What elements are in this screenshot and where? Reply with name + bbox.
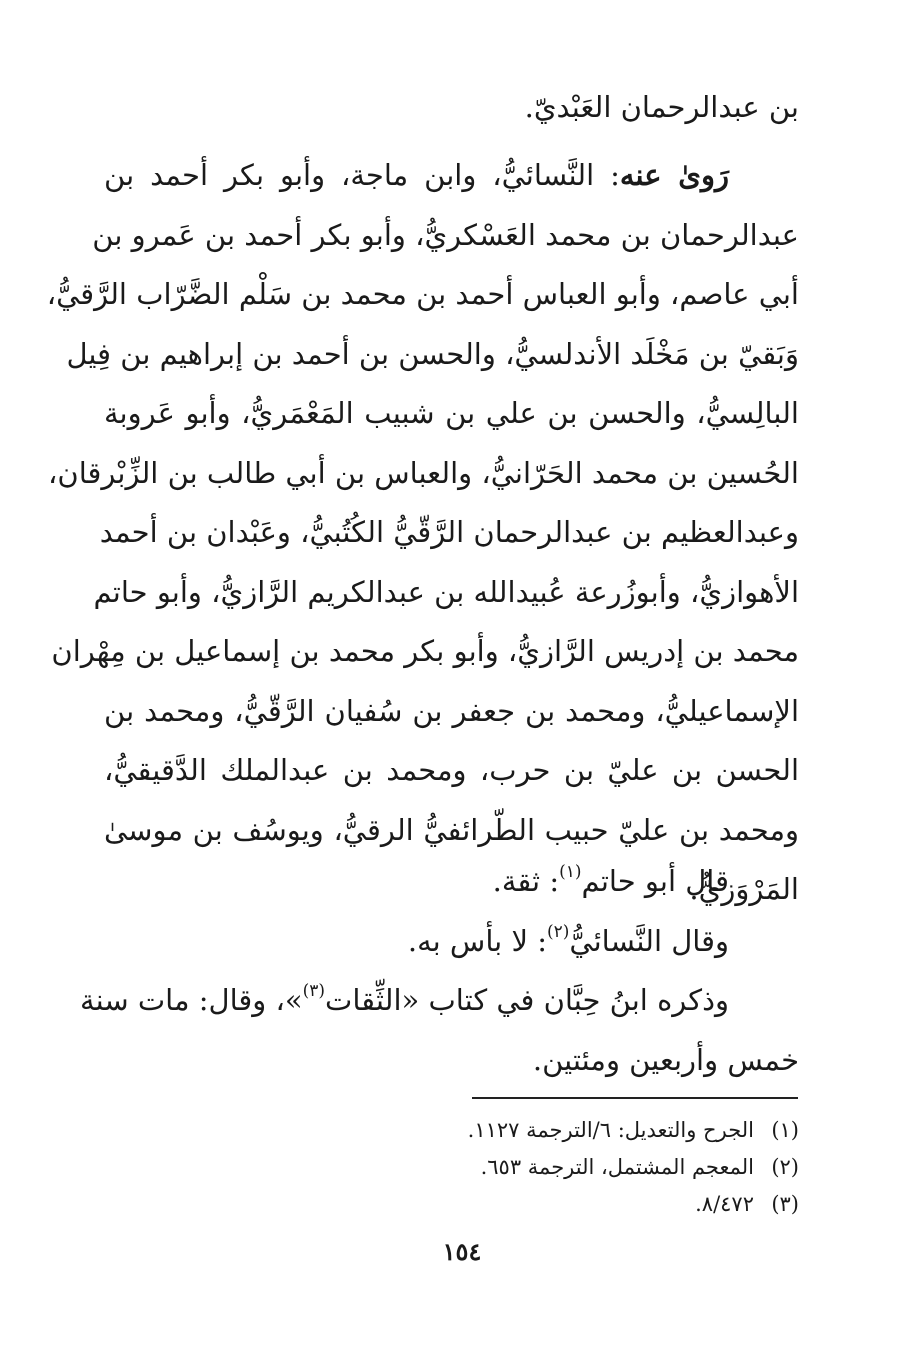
opinions-paragraph bbox=[80, 852, 799, 1090]
footnote-3: (٣)٨/٤٧٢. bbox=[695, 1192, 799, 1216]
text-line-riwaya bbox=[104, 146, 799, 206]
footnotes bbox=[104, 1112, 799, 1223]
text-line-12: الإسماعيليُّ، ومحمد بن جعفر بن سُفيان الرَّقّيُّ، ومحمد بن bbox=[104, 693, 799, 728]
text-line-7: البالِسيُّ، والحسن بن علي بن شبيب المَعْمَريُّ، وأبو عَروبة bbox=[104, 396, 799, 430]
footnote-1: (١)الجرح والتعديل: ٦/الترجمة ١١٢٧. bbox=[467, 1118, 799, 1142]
quote-nasai: وقال النَّسائيُّ$^{(٢)}$: لا بأس به. bbox=[407, 921, 729, 958]
narrators-paragraph bbox=[46, 146, 799, 920]
footnote-ref-3[interactable]: (٣) bbox=[302, 981, 326, 1001]
text-line-6: وَبَقيّ بن مَخْلَد الأندلسيُّ، والحسن بن أحمد بن إبراهيم بن فِيل bbox=[66, 336, 799, 371]
footnote-ref-2[interactable]: (٢) bbox=[546, 921, 570, 942]
text-line-10: الأهوازيُّ، وأبوزُرعة عُبيدالله بن عبدالكريم الرَّازيُّ، وأبو حاتم bbox=[93, 574, 799, 609]
quote-ibn-hibban-cont: خمس وأربعين ومئتين. bbox=[532, 1042, 799, 1077]
quote-ibn-hibban: وذكره ابنُ حِبَّان في كتاب «الثِّقات$^{(٣)}$»، وقال: مات سنة bbox=[80, 981, 729, 1017]
footnote-separator bbox=[472, 1097, 798, 1099]
text-line-15: المَرْوَزيُّ. bbox=[689, 872, 799, 906]
text-line-1: بن عبدالرحمان العَبْديّ. bbox=[524, 90, 799, 124]
text-line-5: أبي عاصم، وأبو العباس أحمد بن محمد بن سَلْم الضَّرّاب الرَّقيُّ، bbox=[46, 277, 799, 311]
footnote-ref-1[interactable]: (١) bbox=[559, 862, 582, 882]
quote-abu-hatim: قال أبو حاتم$^{(١)}$: ثقة. bbox=[492, 862, 729, 898]
footnote-2: (٢)المعجم المشتمل، الترجمة ٦٥٣. bbox=[480, 1155, 799, 1179]
text-line-14: ومحمد بن عليّ حبيب الطّرائفيُّ الرقيُّ، ويوسُف بن موسىٰ bbox=[104, 812, 799, 847]
text-line-9: وعبدالعظيم بن عبدالرحمان الرَّقّيُّ الكُتُبيُّ، وعَبْدان بن أحمد bbox=[99, 515, 799, 549]
page-number: ١٥٤ bbox=[442, 1237, 482, 1266]
biography-text bbox=[104, 78, 799, 138]
text-line-4: عبدالرحمان بن محمد العَسْكريُّ، وأبو بكر أحمد بن عَمرو بن bbox=[92, 217, 799, 252]
text-line-11: محمد بن إدريس الرَّازيُّ، وأبو بكر محمد بن إسماعيل بن مِهْران bbox=[51, 634, 799, 668]
riwaya-label: رَوىٰ عنه bbox=[619, 158, 730, 192]
text-line-13: الحسن بن عليّ بن حرب، ومحمد بن عبدالملك الدَّقيقيُّ، bbox=[104, 753, 799, 787]
text-line-8: الحُسين بن محمد الحَرّانيُّ، والعباس بن أبي طالب بن الزِّبْرقان، bbox=[48, 455, 799, 490]
riwaya-rest: : النَّسائيُّ، وابن ماجة، وأبو بكر أحمد بن bbox=[104, 158, 620, 192]
